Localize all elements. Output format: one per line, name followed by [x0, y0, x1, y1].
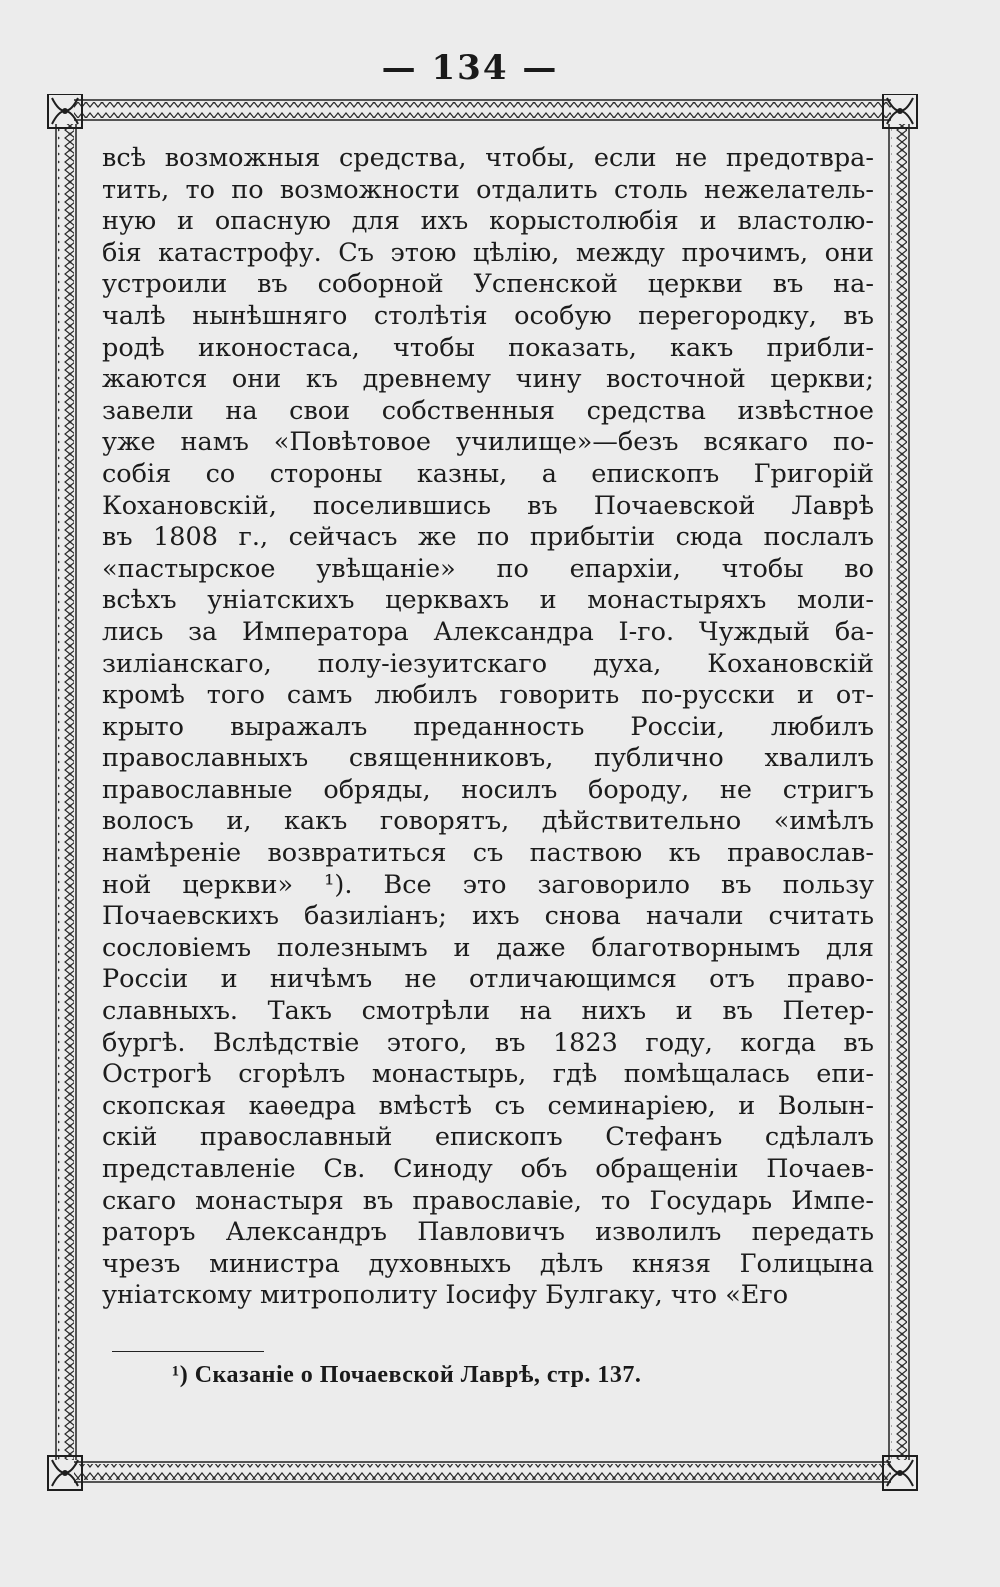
footnote: ¹) Сказаніе о Почаевской Лаврѣ, стр. 137. — [172, 1362, 642, 1388]
text-line: тить, то по возможности отдалить столь нежелатель- — [102, 174, 874, 205]
text-line: намѣреніе возвратиться съ паствою къ православ- — [102, 838, 874, 869]
text-line: уніатскому митрополиту Іосифу Булгаку, что «Его — [102, 1280, 789, 1311]
text-line: «пастырское увѣщаніе» по епархіи, чтобы во — [102, 553, 874, 584]
text-line: волосъ и, какъ говорятъ, дѣйствительно «имѣлъ — [102, 806, 874, 837]
text-line: раторъ Александръ Павловичъ изволилъ передать — [102, 1217, 874, 1248]
text-line: Кохановскій, поселившись въ Почаевской Лаврѣ — [102, 490, 874, 521]
text-line: православные обряды, носилъ бороду, не стригъ — [102, 774, 874, 805]
text-line: лись за Императора Александра I-го. Чуждый ба- — [102, 616, 874, 647]
text-line: зиліанскаго, полу-іезуитскаго духа, Кохановскій — [102, 648, 874, 679]
text-line: представленіе Св. Синоду объ обращеніи Почаев- — [102, 1154, 874, 1184]
text-line: кромѣ того самъ любилъ говорить по-русски и от- — [102, 680, 874, 711]
text-line: бія катастрофу. Съ этою цѣлію, между прочимъ, они — [102, 237, 874, 268]
body-text — [102, 143, 874, 1312]
text-line: скопская каѳедра вмѣстѣ съ семинаріею, и Волын- — [102, 1090, 874, 1121]
text-line: родѣ иконостаса, чтобы показать, какъ прибли- — [102, 332, 874, 363]
text-line: скаго монастыря въ православіе, то Государь Импе- — [102, 1185, 874, 1216]
text-line: собія со стороны казны, а епископъ Григорій — [102, 458, 874, 489]
text-line: устроили въ соборной Успенской церкви въ на- — [102, 269, 874, 300]
text-line: ной церкви» ¹). Все это заговорило въ пользу — [102, 869, 874, 900]
text-line: всѣ возможныя средства, чтобы, если не предотвра- — [102, 143, 874, 173]
text-line: всѣхъ уніатскихъ церквахъ и монастыряхъ моли- — [102, 585, 874, 616]
text-line: Острогѣ сгорѣлъ монастырь, гдѣ помѣщалась епи- — [102, 1059, 874, 1090]
footnote-rule — [112, 1351, 264, 1352]
text-line: чрезъ министра духовныхъ дѣлъ князя Голицына — [102, 1248, 874, 1279]
text-line: Почаевскихъ базиліанъ; ихъ снова начали считать — [102, 901, 874, 932]
text-line: чалѣ нынѣшняго столѣтія особую перегородку, въ — [102, 300, 874, 331]
text-line: скій православный епископъ Стефанъ сдѣлалъ — [102, 1122, 874, 1153]
text-line: славныхъ. Такъ смотрѣли на нихъ и въ Петер- — [102, 996, 874, 1027]
text-line: завели на свои собственныя средства извѣстное — [102, 395, 874, 426]
text-line: православныхъ священниковъ, публично хвалилъ — [102, 743, 874, 774]
text-line: въ 1808 г., сейчасъ же по прибытіи сюда послалъ — [102, 522, 874, 553]
text-line: жаются они къ древнему чину восточной церкви; — [102, 364, 874, 395]
text-line: ную и опасную для ихъ корыстолюбія и властолю- — [102, 206, 874, 237]
text-line: крыто выражалъ преданность Россіи, любилъ — [102, 711, 874, 742]
text-line: бургѣ. Вслѣдствіе этого, въ 1823 году, когда въ — [102, 1027, 874, 1058]
page-number: — 134 — — [381, 48, 559, 88]
text-line: сословіемъ полезнымъ и даже благотворнымъ для — [102, 932, 874, 963]
text-line: уже намъ «Повѣтовое училище»—безъ всякаго по- — [102, 427, 874, 458]
text-line: Россіи и ничѣмъ не отличающимся отъ право- — [102, 964, 874, 995]
